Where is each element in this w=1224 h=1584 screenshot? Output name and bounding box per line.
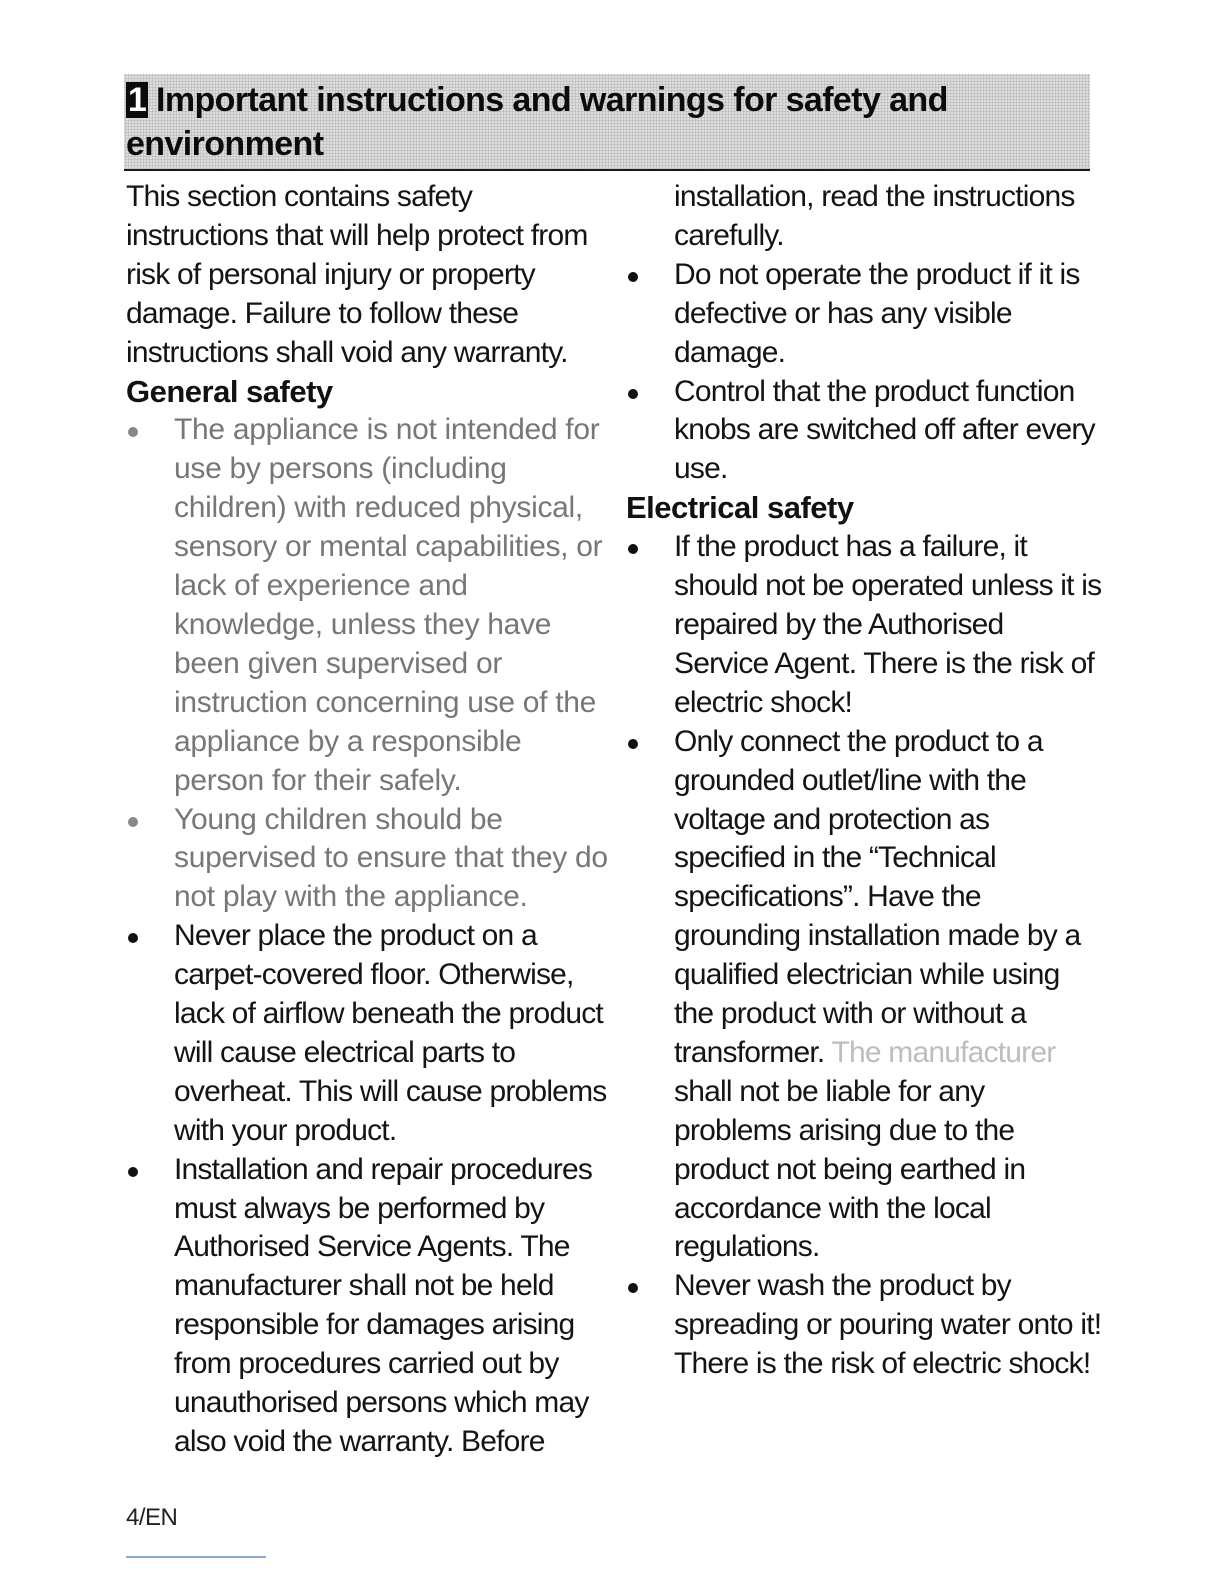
grounding-text-2: shall not be liable for any problems arising due to the product not being earthed in accordance with the local regulations. (674, 1074, 1026, 1264)
list-item (126, 801, 616, 918)
section-title (126, 78, 1086, 166)
intro-paragraph: This section contains safety instructions that will help protect from risk of personal injury or property damage. Failure to follow these instructions shall void any warranty. (126, 180, 588, 369)
list-item-text: If the product has a failure, it should not be operated unless it is repaired by the Authorised Service Agent. There is the risk of electric shock! (674, 530, 1102, 719)
bullet-icon (128, 933, 138, 943)
bullet-icon (628, 272, 638, 282)
list-item-text: Installation and repair procedures must always be performed by Authorised Service Agents. The manufacturer shall not be held responsible for damages arising from procedures carried out by unauthorised persons which may also void the warranty. Before (174, 1152, 593, 1458)
bullet-icon (628, 739, 638, 749)
list-item-text: Young children should be supervised to ensure that they do not play with the appliance. (174, 802, 608, 914)
list-item (126, 1151, 616, 1462)
page-number: 4/EN (126, 1504, 178, 1531)
list-item (626, 1267, 1104, 1384)
continued-text: installation, read the instructions carefully. (674, 180, 1075, 252)
general-safety-list-continued (626, 256, 1104, 489)
list-item (126, 917, 616, 1150)
section-title-text: Important instructions and warnings for safety and environment (126, 81, 948, 163)
bullet-icon (628, 1283, 638, 1293)
bullet-icon (628, 544, 638, 554)
general-safety-heading: General safety (126, 373, 333, 409)
list-item-text: Never place the product on a carpet-covered floor. Otherwise, lack of airflow beneath the product will cause electrical parts to overheat. This will cause problems with your product. (174, 919, 607, 1147)
bullet-icon (128, 817, 138, 827)
list-item (126, 411, 616, 800)
list-item-text: Control that the product function knobs are switched off after every use. (674, 374, 1095, 486)
footer-divider (126, 1556, 266, 1558)
list-item-text: Do not operate the product if it is defective or has any visible damage. (674, 257, 1080, 369)
section-number: 1 (127, 81, 147, 119)
list-item (626, 528, 1104, 723)
list-item (626, 723, 1104, 1268)
section-header (124, 74, 1090, 171)
right-column (626, 178, 1104, 1384)
list-item (626, 256, 1104, 373)
bullet-icon (628, 389, 638, 399)
list-item-text: The appliance is not intended for use by persons (including children) with reduced physical, sensory or mental capabilities, or lack of experience and knowledge, unless they have been given supervised or instruction concerning use of the appliance by a responsible person for their safely. (174, 413, 603, 797)
bullet-icon (128, 427, 138, 437)
general-safety-list (126, 411, 616, 1461)
bullet-icon (128, 1167, 138, 1177)
left-column (126, 178, 616, 1462)
list-item-text: Never wash the product by spreading or pouring water onto it! There is the risk of electric shock! (674, 1269, 1102, 1381)
grounding-text-1: Only connect the product to a grounded outlet/line with the voltage and protection as specified in the “Technical specifications”. Have the grounding installation made by a qualified electrician while using the product with or without a transformer. (674, 724, 1081, 1069)
electrical-safety-list (626, 528, 1104, 1384)
electrical-safety-heading: Electrical safety (626, 490, 854, 526)
grounding-text-faded: The manufacturer (831, 1035, 1056, 1069)
list-item (626, 373, 1104, 490)
